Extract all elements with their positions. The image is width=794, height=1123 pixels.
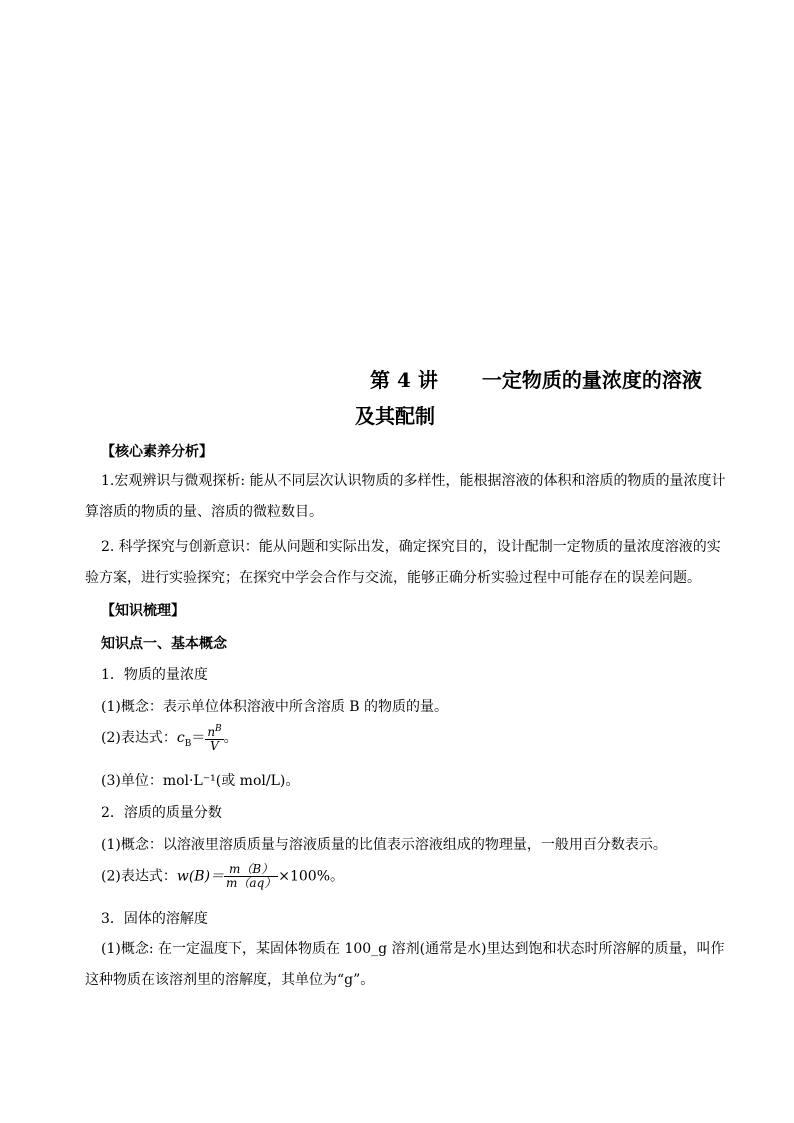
section-1-concept: (1)概念：表示单位体积溶液中所含溶质 B 的物质的量。: [101, 699, 449, 715]
section-3-concept: (1)概念: 在一定温度下，某固体物质在 100_g 溶剂(通常是水)里达到饱和状态时所溶解的质量，叫作这种物质在该溶剂里的溶解度，其单位为“g”。: [85, 941, 725, 988]
knowledge-point-1: 知识点一、基本概念: [101, 636, 227, 652]
core-literacy-heading: 【核心素养分析】: [101, 444, 213, 460]
concentration-fraction: $\frac{n^B}{V}$: [207, 724, 222, 753]
lecture-number: 第 4 讲: [370, 368, 438, 392]
section-1-unit: (3)单位：mol·L⁻¹(或 mol/L)。: [101, 773, 300, 789]
section-1-expression: (2)表达式：$c_B=$ $\frac{n^B}{V}$ 。: [101, 724, 238, 753]
lecture-title-line2: 及其配制: [355, 404, 435, 428]
mass-fraction: $\frac{m(B)}{m(aq)}$: [226, 862, 277, 890]
lecture-title-line1: [370, 364, 702, 393]
core-paragraph-1: 1.宏观辨识与微观探析: 能从不同层次认识物质的多样性，能根据溶液的体积和溶质的物质的量浓度计算溶质的物质的量、溶质的微粒数目。: [85, 473, 726, 520]
section-2-concept: (1)概念：以溶液里溶质质量与溶液质量的比值表示溶液组成的物理量，一般用百分数表示。: [101, 837, 667, 853]
core-paragraph-2: 2. 科学探究与创新意识：能从问题和实际出发，确定探究目的，设计配制一定物质的量浓度溶液的实验方案，进行实验探究；在探究中学会合作与交流，能够正确分析实验过程中可能存在的误差问题。: [85, 539, 721, 586]
section-3-title: 3．固体的溶解度: [101, 911, 208, 927]
lecture-title-part1: 一定物质的量浓度的溶液: [481, 368, 702, 392]
knowledge-heading: 【知识梳理】: [101, 603, 185, 619]
section-2-title: 2．溶质的质量分数: [101, 805, 222, 821]
section-1-title: 1．物质的量浓度: [101, 667, 208, 683]
section-2-expression: (2)表达式：w(B)＝ $\frac{m(B)}{m(aq)}$ ×100%。: [101, 862, 345, 890]
